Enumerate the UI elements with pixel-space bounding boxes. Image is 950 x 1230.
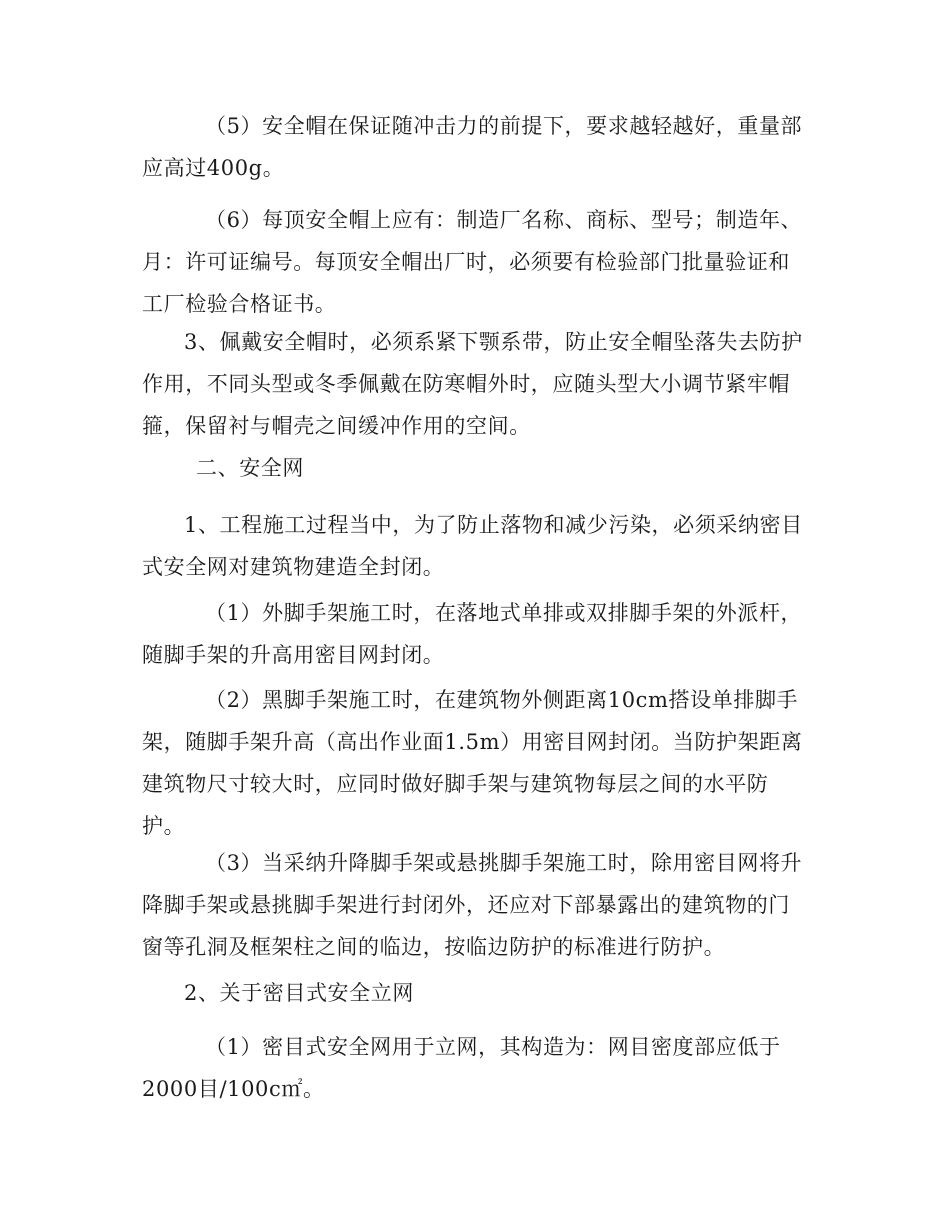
text-line: 护。 — [142, 814, 186, 838]
text-line: （2）黑脚手架施工时，在建筑物外侧距离10cm搭设单排脚手 — [205, 688, 799, 712]
paragraph-helmet-labeling — [142, 199, 812, 325]
text-line: 1、工程施工过程当中，为了防止落物和减少污染，必须采纳密目 — [184, 513, 803, 537]
text-line: （5）安全帽在保证随冲击力的前提下，要求越轻越好，重量部 — [205, 114, 803, 138]
paragraph-helmet-wearing — [142, 321, 812, 447]
text-line: 窗等孔洞及框架柱之间的临边，按临边防护的标准进行防护。 — [142, 935, 726, 959]
section-heading-safety-net — [142, 447, 812, 489]
text-line: 式安全网对建筑物建造全封闭。 — [142, 555, 445, 579]
heading-text: 二、安全网 — [196, 456, 304, 480]
paragraph-helmet-weight — [142, 105, 812, 189]
paragraph-black-scaffold — [142, 679, 812, 847]
text-line: 应高过400g。 — [142, 156, 285, 180]
paragraph-outer-scaffold — [142, 592, 812, 676]
text-line: （6）每顶安全帽上应有：制造厂名称、商标、型号；制造年、 — [205, 208, 803, 232]
text-line: 月：许可证编号。每顶安全帽出厂时，必须要有检验部门批量验证和 — [142, 250, 790, 274]
paragraph-lifting-scaffold — [142, 842, 812, 968]
text-line: 工厂检验合格证书。 — [142, 292, 337, 316]
text-line: 作用，不同头型或冬季佩戴在防寒帽外时，应随头型大小调节紧牢帽 — [142, 372, 790, 396]
text-line: （1）密目式安全网用于立网，其构造为：网目密度部应低于 — [205, 1035, 781, 1059]
text-line: 3、佩戴安全帽时，必须系紧下颚系带，防止安全帽坠落失去防护 — [184, 330, 803, 354]
paragraph-net-enclosure — [142, 504, 812, 588]
paragraph-mesh-density — [142, 1026, 812, 1110]
subheading-dense-mesh-net — [142, 972, 812, 1014]
text-line: 架，随脚手架升高（高出作业面1.5m）用密目网封闭。当防护架距离 — [142, 730, 803, 754]
text-line: 降脚手架或悬挑脚手架进行封闭外，还应对下部暴露出的建筑物的门 — [142, 893, 790, 917]
text-line: 随脚手架的升高用密目网封闭。 — [142, 643, 445, 667]
text-line: 2000目/100c㎡。 — [142, 1077, 325, 1101]
text-line: （1）外脚手架施工时，在落地式单排或双排脚手架的外派杆， — [205, 601, 803, 625]
text-line: 箍，保留衬与帽壳之间缓冲作用的空间。 — [142, 414, 531, 438]
text-line: 建筑物尺寸较大时，应同时做好脚手架与建筑物每层之间的水平防 — [142, 772, 769, 796]
text-line: （3）当采纳升降脚手架或悬挑脚手架施工时，除用密目网将升 — [205, 851, 803, 875]
heading-text: 2、关于密目式安全立网 — [184, 981, 414, 1005]
